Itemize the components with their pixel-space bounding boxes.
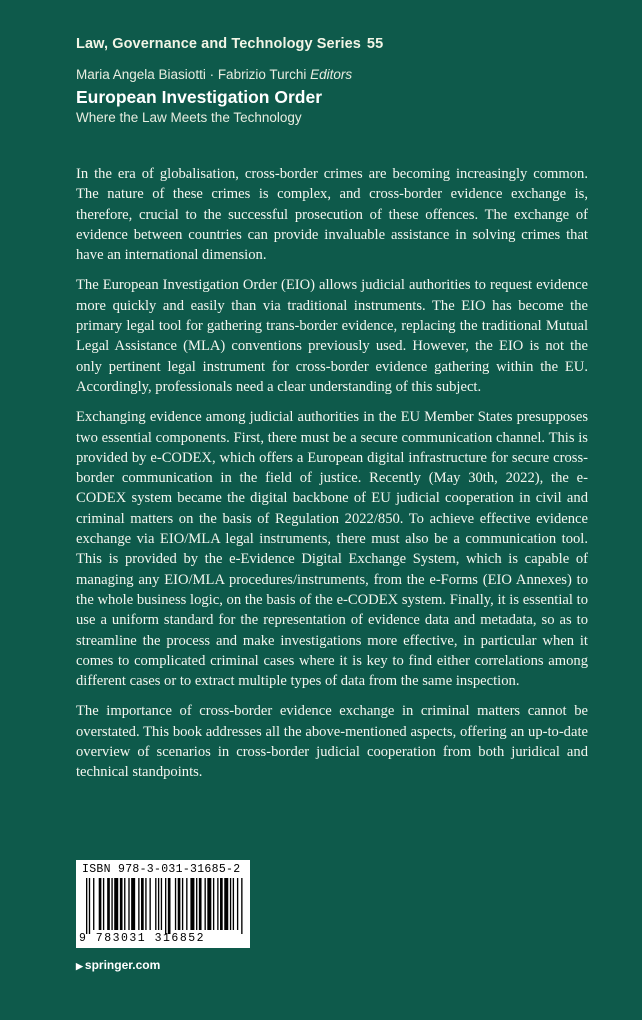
isbn-barcode bbox=[76, 860, 250, 948]
editors-role: Editors bbox=[310, 67, 353, 82]
blurb-paragraph-2: The European Investigation Order (EIO) allows judicial authorities to request evidence more quickly and easily than via traditional instruments. The EIO has become the primary legal tool for gathering trans-border evidence, replacing the traditional Mutual Legal Assistance (MLA) conventions previously used. However, the EIO is not the only pertinent legal instrument for cross-border evidence gathering within the EU. Accordingly, professionals need a clear understanding of this subject. bbox=[76, 277, 588, 395]
triangle-right-icon: ▶ bbox=[76, 961, 83, 971]
blurb bbox=[76, 164, 588, 793]
publisher-link[interactable] bbox=[76, 957, 160, 973]
barcode-digits: 9 783031 316852 bbox=[79, 932, 206, 945]
isbn-label: ISBN 978-3-031-31685-2 bbox=[82, 863, 241, 876]
cover-header bbox=[76, 34, 596, 127]
publisher-link-text: springer.com bbox=[84, 958, 161, 972]
series-name: Law, Governance and Technology Series bbox=[76, 36, 361, 52]
book-subtitle: Where the Law Meets the Technology bbox=[76, 110, 302, 125]
blurb-paragraph-3: Exchanging evidence among judicial authorities in the EU Member States presupposes two essential components. First, there must be a secure communication channel. This is provided by e-CODEX, which offers a European digital infrastructure for secure cross-border communication in the field of justice. Recently (May 30th, 2022), the e-CODEX system became the digital backbone of EU judicial cooperation in civil and criminal matters on the basis of Regulation 2022/850. To achieve effective evidence exchange via EIO/MLA legal instruments, there must also be a communication tool. This is provided by the e-Evidence Digital Exchange System, which is capable of managing any EIO/MLA procedures/instruments, from the e-Forms (EIO Annexes) to the whole business logic, on the basis of the e-CODEX system. Finally, it is essential to use a uniform standard for the representation of evidence data and metadata, so as to streamline the process and make investigations more effective, in particular when it comes to complicated criminal cases where it is key to find either correlations among different cases or to extract multiple types of data from the same inspection. bbox=[76, 409, 588, 690]
book-title: European Investigation Order bbox=[76, 87, 323, 107]
blurb-paragraph-4: The importance of cross-border evidence exchange in criminal matters cannot be overstated. This book addresses all the above-mentioned aspects, offering an up-to-date overview of scenarios in cross-border judicial cooperation from both juridical and technical standpoints. bbox=[76, 703, 588, 781]
series-number: 55 bbox=[366, 36, 384, 52]
editor-names: Maria Angela Biasiotti · Fabrizio Turchi bbox=[76, 67, 307, 82]
editors-line bbox=[76, 66, 596, 84]
series-line bbox=[76, 34, 596, 54]
barcode-bars bbox=[86, 878, 244, 934]
blurb-paragraph-1: In the era of globalisation, cross-border crimes are becoming increasingly common. The nature of these crimes is complex, and cross-border evidence exchange is, therefore, crucial to the successful prosecution of these offences. The exchange of evidence between countries can provide invaluable assistance in solving crimes that have an international dimension. bbox=[76, 166, 588, 264]
